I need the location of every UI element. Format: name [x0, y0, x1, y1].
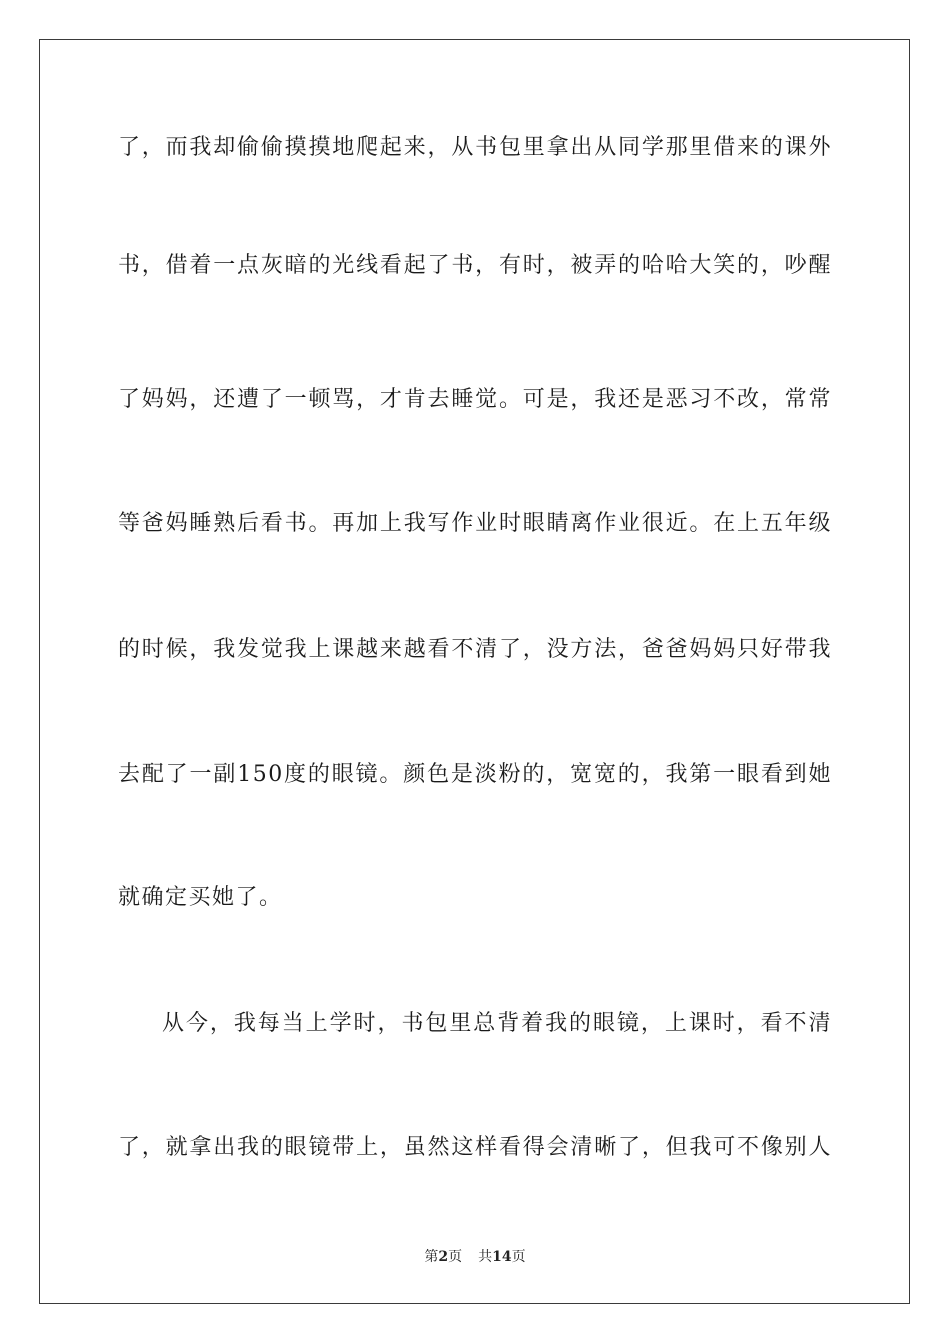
text-line-6: 去配了一副150度的眼镜。颜色是淡粉的，宽宽的，我第一眼看到她 [118, 762, 832, 787]
text-line-3: 了妈妈，还遭了一顿骂，才肯去睡觉。可是，我还是恶习不改，常常 [118, 387, 832, 412]
text-line-4: 等爸妈睡熟后看书。再加上我写作业时眼睛离作业很近。在上五年级 [118, 511, 832, 536]
total-suffix: 页 [511, 1249, 526, 1265]
text-line-2: 书，借着一点灰暗的光线看起了书，有时，被弄的哈哈大笑的，吵醒 [118, 253, 832, 278]
total-page-number: 14 [492, 1249, 512, 1265]
current-page-number: 2 [438, 1249, 449, 1265]
text-line-7: 就确定买她了。 [118, 885, 283, 910]
page-prefix: 第 [424, 1249, 439, 1265]
text-line-1: 了，而我却偷偷摸摸地爬起来，从书包里拿出从同学那里借来的课外 [118, 135, 832, 160]
page-suffix: 页 [448, 1249, 463, 1265]
total-prefix: 共 [478, 1249, 493, 1265]
paragraph-start-line: 从今，我每当上学时，书包里总背着我的眼镜，上课时，看不清 [162, 1011, 832, 1036]
text-line-5: 的时候，我发觉我上课越来越看不清了，没方法，爸爸妈妈只好带我 [118, 637, 832, 662]
page-border [39, 39, 910, 1304]
page-footer [0, 1246, 950, 1266]
text-line-9: 了，就拿出我的眼镜带上，虽然这样看得会清晰了，但我可不像别人 [118, 1135, 832, 1160]
